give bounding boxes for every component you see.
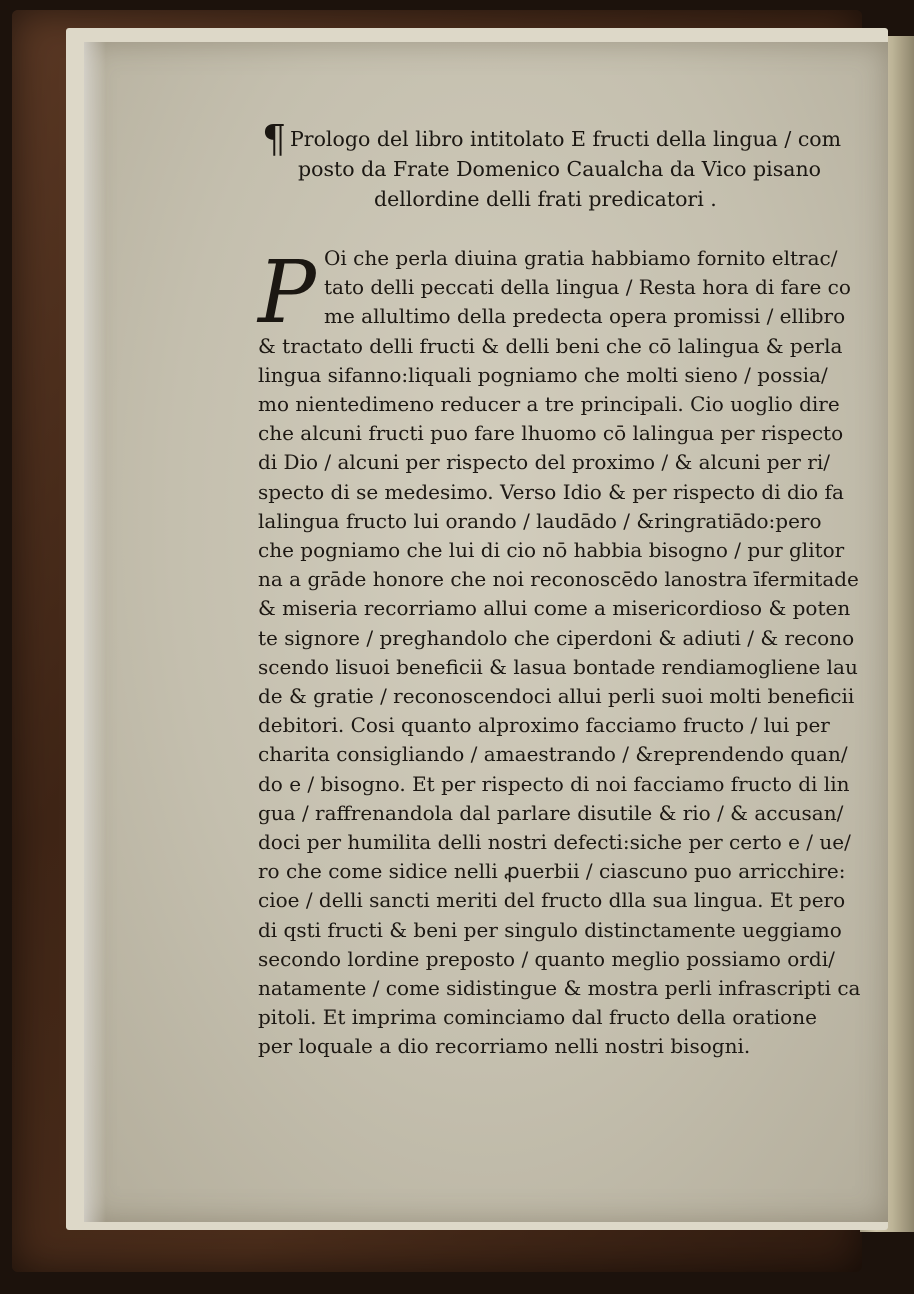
heading-line: Prologo del libro intitolato E fructi della lingua / com (290, 127, 842, 151)
text-line: gua / raffrenandola dal parlare disutile & rio / & accusan/ (258, 800, 844, 825)
text-line: na a grāde honore che noi reconoscēdo lanostra īfermitade (258, 567, 859, 592)
text-line: cioe / delli sancti meriti del fructo dlla sua lingua. Et pero (258, 888, 846, 913)
text-line: che alcuni fructi puo fare lhuomo cō lalingua per rispecto (258, 421, 844, 446)
text-line: scendo lisuoi beneficii & lasua bontade rendiamogliene lau (258, 654, 858, 679)
text-line: do e / bisogno. Et per rispecto di noi facciamo fructo di lin (258, 771, 850, 796)
text-line: charita consigliando / amaestrando / &reprendendo quan/ (258, 742, 848, 767)
text-line: & tractato delli fructi & delli beni che cō lalingua & perla (258, 333, 843, 358)
text-line: te signore / preghandolo che ciperdoni & adiuti / & recono (258, 625, 855, 650)
drop-cap-initial: P (258, 243, 316, 343)
heading-line: dellordine delli frati predicatori . (374, 187, 717, 211)
heading-line: posto da Frate Domenico Caualcha da Vico pisano (298, 157, 822, 181)
pilcrow-icon: ¶ (262, 117, 287, 161)
text-line: lalingua fructo lui orando / laudādo / &ringratiādo:pero (258, 508, 822, 533)
text-line: debitori. Cosi quanto alproximo facciamo fructo / lui per (258, 713, 830, 738)
text-line: pitoli. Et imprima cominciamo dal fructo della oratione (258, 1005, 817, 1030)
text-line: tato delli peccati della lingua / Resta hora di fare co (324, 275, 851, 300)
text-line: ro che come sidice nelli ꝓuerbii / ciascuno puo arricchire: (258, 859, 846, 884)
text-line: me allultimo della predecta opera promissi / ellibro (324, 304, 846, 329)
text-line: secondo lordine preposto / quanto meglio possiamo ordi/ (258, 946, 835, 971)
text-line: lingua sifanno:liquali pogniamo che molti sieno / possia/ (258, 362, 828, 387)
body-text (258, 243, 861, 1062)
text-line: mo nientedimeno reducer a tre principali. Cio uoglio dire (258, 392, 840, 417)
text-line: di Dio / alcuni per rispecto del proximo / & alcuni per ri/ (258, 450, 830, 475)
text-line: specto di se medesimo. Verso Idio & per rispecto di dio fa (258, 479, 844, 504)
text-line: natamente / come sidistingue & mostra perli infrascripti ca (258, 976, 861, 1001)
text-line: & miseria recorriamo allui come a misericordioso & poten (258, 596, 851, 621)
text-line: che pogniamo che lui di cio nō habbia bisogno / pur glitor (258, 538, 845, 563)
prologue-heading (262, 117, 842, 214)
text-line: di qsti fructi & beni per singulo distinctamente ueggiamo (258, 917, 842, 942)
text-line: de & gratie / reconoscendoci allui perli suoi molti beneficii (258, 684, 855, 709)
text-line: per loquale a dio recorriamo nelli nostri bisogni. (258, 1034, 751, 1059)
text-line: doci per humilita delli nostri defecti:siche per certo e / ue/ (258, 830, 851, 855)
text-line: Oi che perla diuina gratia habbiamo fornito eltrac/ (324, 246, 838, 270)
